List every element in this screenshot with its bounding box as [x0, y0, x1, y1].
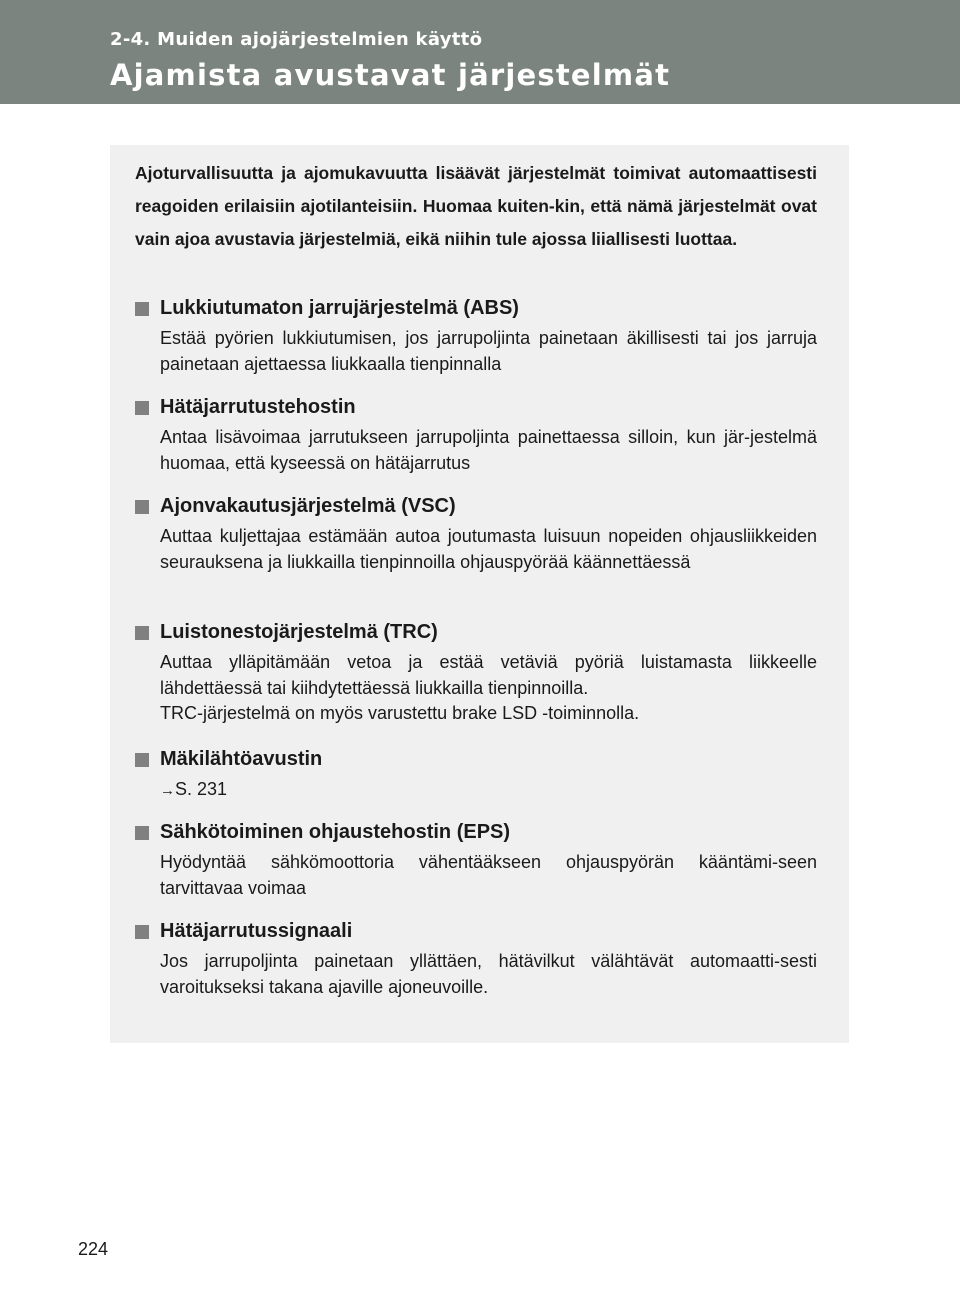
square-bullet-icon [135, 500, 149, 514]
section-body: Hyödyntää sähkömoottoria vähentääkseen ohjauspyörän kääntämi-seen tarvittavaa voimaa [160, 852, 817, 898]
section-title: Hätäjarrutussignaali [160, 920, 353, 942]
section-body: Jos jarrupoljinta painetaan yllättäen, hätävilkut välähtävät automaatti-sesti varoitukseksi takana ajaville ajoneuvoille. [160, 951, 817, 997]
square-bullet-icon [135, 401, 149, 415]
section-body-text: TRC-järjestelmä on myös varustettu brake LSD -toiminnolla. [160, 703, 640, 723]
section-hill-start [135, 745, 817, 804]
section-body: Antaa lisävoimaa jarrutukseen jarrupoljinta painettaessa silloin, kun jär-jestelmä huomaa, että kyseessä on hätäjarrutus [160, 427, 817, 473]
page-reference[interactable]: S. 231 [175, 779, 228, 799]
section-title: Sähkötoiminen ohjaustehostin (EPS) [160, 821, 511, 843]
section-title: Lukkiutumaton jarrujärjestelmä (ABS) [160, 297, 519, 319]
intro-paragraph: Ajoturvallisuutta ja ajomukavuutta lisäävät järjestelmät toimivat automaattisesti reagoiden erilaisiin ajotilanteisiin. Huomaa kuiten-kin, että nämä järjestelmät ovat vain ajoa avustavia järjestelmiä, eikä niihin tule ajossa liiallisesti luottaa. [135, 163, 817, 249]
section-title: Ajonvakautusjärjestelmä (VSC) [160, 495, 456, 517]
square-bullet-icon [135, 753, 149, 767]
page-title: Ajamista avustavat järjestelmät [110, 58, 671, 92]
content-panel [110, 145, 849, 1043]
section-body [160, 650, 817, 727]
section-body [160, 777, 817, 804]
section-title: Mäkilähtöavustin [160, 748, 323, 770]
section-brake-assist [135, 393, 817, 476]
arrow-right-icon: → [160, 782, 175, 799]
section-body: Estää pyörien lukkiutumisen, jos jarrupoljinta painetaan äkillisesti tai jos jarruja painetaan ajettaessa liukkaalla tienpinnalla [160, 328, 817, 374]
square-bullet-icon [135, 925, 149, 939]
section-trc [135, 618, 817, 727]
square-bullet-icon [135, 826, 149, 840]
section-vsc [135, 492, 817, 575]
section-title: Hätäjarrutustehostin [160, 396, 356, 418]
section-title: Luistonestojärjestelmä (TRC) [160, 621, 438, 643]
section-eps [135, 818, 817, 901]
section-body: Auttaa kuljettajaa estämään autoa joutumasta luisuun nopeiden ohjausliikkeiden seurauksena ja liukkailla tienpinnoilla ohjauspyörää käännettäessä [160, 526, 817, 572]
section-abs [135, 294, 817, 377]
square-bullet-icon [135, 626, 149, 640]
chapter-header [0, 0, 960, 104]
section-emergency-signal [135, 917, 817, 1000]
chapter-subtitle: 2-4. Muiden ajojärjestelmien käyttö [110, 29, 483, 50]
page-number: 224 [78, 1239, 109, 1259]
section-body-text: Auttaa ylläpitämään vetoa ja estää vetäviä pyöriä luistamasta liikkeelle lähdettäessä tai kiihdytettäessä liukkailla tienpinnoilla. [160, 652, 817, 698]
square-bullet-icon [135, 302, 149, 316]
